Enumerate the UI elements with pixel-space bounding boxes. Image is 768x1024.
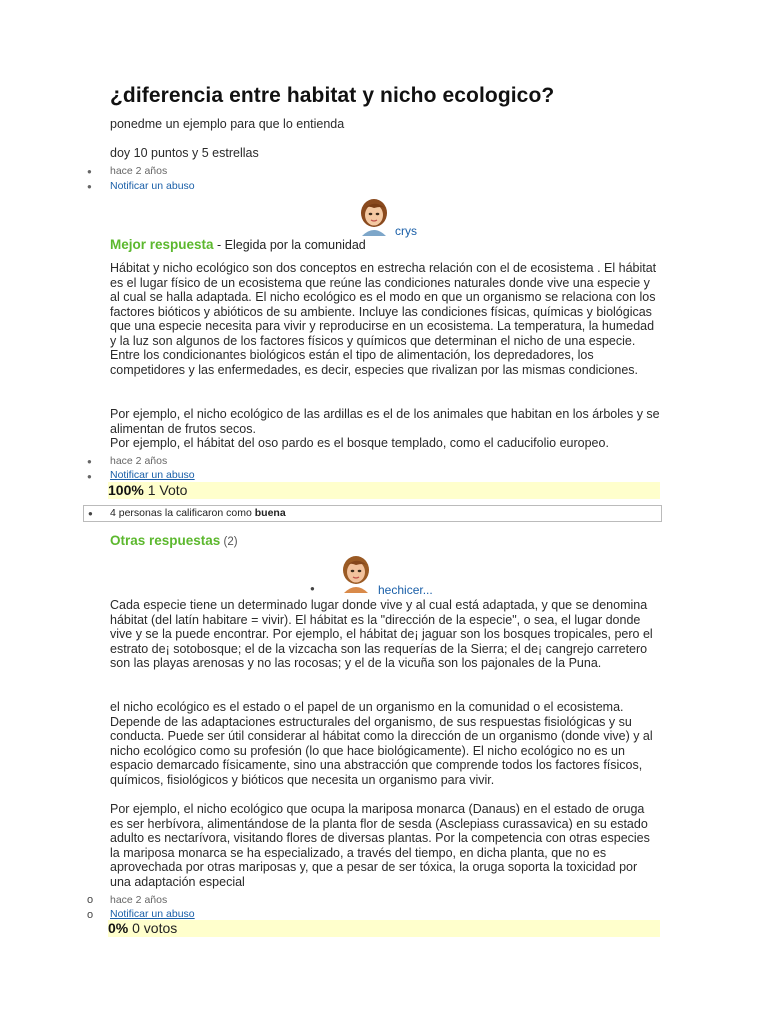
rating-text bbox=[110, 506, 286, 521]
bullet-icon: ● bbox=[87, 167, 92, 176]
other-answer-report-link[interactable]: Notificar un abuso bbox=[110, 908, 195, 920]
bullet-icon: ● bbox=[87, 472, 92, 481]
rating-summary bbox=[83, 505, 662, 522]
other-answers-header bbox=[110, 533, 238, 548]
vote-percent: 0% bbox=[108, 920, 129, 936]
vote-percent: 100% bbox=[108, 482, 144, 498]
bullet-icon: ● bbox=[87, 182, 92, 191]
rating-prefix: 4 personas la calificaron como bbox=[110, 507, 255, 519]
other-answer-vote-bar bbox=[108, 920, 660, 937]
question-title: ¿diferencia entre habitat y nicho ecologico? bbox=[110, 84, 555, 107]
circle-bullet-icon: o bbox=[87, 909, 94, 921]
best-answer-paragraph-2a: Por ejemplo, el nicho ecológico de las ardillas es el de los animales que habitan en los árboles y se alimentan de frutos secos. bbox=[110, 407, 660, 436]
other-answer-paragraph-1: Cada especie tiene un determinado lugar donde vive y al cual está adaptada, y que se denomina hábitat (del latín habitare = vivir). El hábitat es la "dirección de la especie", o sea, el lugar donde vive y se la puede encontrar. Por ejemplo, el hábitat de¡ jaguar son los bosques tropicales, pero el estrato de¡ sotobosque; el de la vizcacha son las requerías de la Sierra; el de¡ cangrejo carretero son las playas arenosas y no las rocosas; y el de la vicuña son los pajonales de la Puna. bbox=[110, 598, 653, 670]
rating-word: buena bbox=[254, 507, 286, 519]
avatar-woman-icon bbox=[354, 196, 394, 236]
avatar-woman-icon bbox=[336, 553, 376, 593]
other-answer-author-link[interactable]: hechicer... bbox=[378, 583, 433, 597]
question-extra: doy 10 puntos y 5 estrellas bbox=[110, 146, 259, 160]
avatar[interactable] bbox=[354, 196, 394, 236]
other-answer-paragraph-3: Por ejemplo, el nicho ecológico que ocupa la mariposa monarca (Danaus) en el estado de oruga es ser herbívora, alimentándose de la planta flor de sesda (Asclepiass curassavica) en su estado adulto es nectarívora, visitando flores de diversas plantas. Por la competencia con otras especies la mariposa monarca se ha especializado, a través del tiempo, en dicha planta, que no es aprovechada por otras mariposas y, que a pesar de ser tóxica, la oruga soporta la toxicidad por una adaptación especial bbox=[110, 802, 650, 889]
vote-count: 0 votos bbox=[128, 920, 178, 936]
question-report-link[interactable]: Notificar un abuso bbox=[110, 180, 195, 192]
best-answer-chosen-by: - Elegida por la comunidad bbox=[213, 238, 366, 252]
best-answer-heading: Mejor respuesta bbox=[110, 237, 214, 252]
question-details: ponedme un ejemplo para que lo entienda bbox=[110, 117, 345, 131]
other-answers-count: (2) bbox=[220, 536, 238, 548]
other-answer-timestamp: hace 2 años bbox=[110, 894, 168, 906]
other-answers-heading: Otras respuestas bbox=[110, 533, 221, 548]
best-answer-paragraph-1: Hábitat y nicho ecológico son dos conceptos en estrecha relación con el de ecosistema . El hábitat es el lugar físico de un ecosistema que reúne las condiciones naturales donde vive una especie y al cual se halla adaptada. El nicho ecológico es el modo en que un organismo se relaciona con los factores bióticos y abióticos de su ambiente. Incluye las condiciones físicas, químicas y biológicas que una especie necesita para vivir y reproducirse en un ecosistema. La temperatura, la humedad y la luz son algunos de los factores físicos y químicos que determinan el nicho de una especie. Entre los condicionantes biológicos están el tipo de alimentación, los depredadores, los competidores y las enfermedades, es decir, especies que rivalizan por las mismas condiciones. bbox=[110, 261, 657, 377]
best-answer-report-link[interactable]: Notificar un abuso bbox=[110, 469, 195, 481]
bullet-icon: ● bbox=[88, 509, 93, 518]
best-answer-vote-bar bbox=[108, 482, 660, 499]
bullet-icon: ● bbox=[310, 584, 315, 593]
best-answer-timestamp: hace 2 años bbox=[110, 455, 168, 467]
best-answer-header bbox=[110, 237, 366, 252]
bullet-icon: ● bbox=[87, 457, 92, 466]
avatar[interactable] bbox=[336, 553, 376, 593]
question-timestamp: hace 2 años bbox=[110, 165, 168, 177]
other-answer-paragraph-2: el nicho ecológico es el estado o el papel de un organismo en la comunidad o el ecosistema. Depende de las adaptaciones estructurales del organismo, de sus respuestas fisiológicas y su conducta. Puede ser útil considerar al hábitat como la dirección de un organismo (donde vive) y al nicho ecológico como su profesión (lo que hace biológicamente). El nicho ecológico no es un espacio demarcado físicamente, sino una abstracción que comprende todos los factores físicos, químicos, fisiológicos y bióticos que necesita un organismo para vivir. bbox=[110, 700, 653, 787]
best-answer-author-link[interactable]: crys bbox=[395, 224, 417, 238]
best-answer-paragraph-2b: Por ejemplo, el hábitat del oso pardo es el bosque templado, como el caducifolio europeo. bbox=[110, 436, 609, 450]
vote-count: 1 Voto bbox=[143, 482, 188, 498]
circle-bullet-icon: o bbox=[87, 894, 94, 906]
